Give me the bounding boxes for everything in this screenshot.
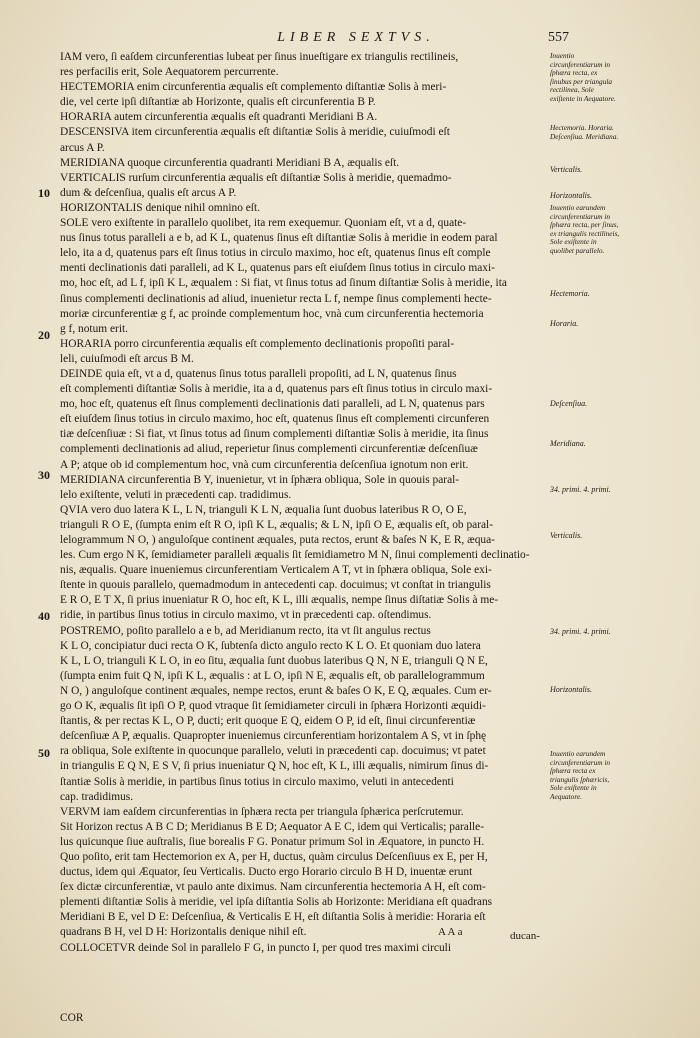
text-line: QVIA vero duo latera K L, L N, trianguli K L N, æqualia ſunt duobus lateribus R O, O E,: [60, 503, 467, 516]
text-line: HORARIA porro circunferentia æqualis eſt complemento declinationis propoſiti paral-: [60, 337, 455, 350]
side-note: Hectemoria. Horaria. Deſcenſiua. Meridiana.: [550, 123, 619, 141]
line-number: 30: [38, 468, 50, 482]
text-line: go O K, æqualis ſit ipſi O P, quod vtraque ſit ſemidiameter circuli in ſphæra Horizonti æquidi-: [60, 700, 486, 713]
text-line: ſtantiæ Solis à meridie, in partibus ſinus totius in circulo maximo, veluti in antecedenti: [60, 775, 454, 788]
text-line: quadrans B H, vel D H: Horizontalis denique nihil eſt.: [60, 926, 307, 939]
side-note: Deſcenſiua.: [550, 399, 588, 408]
text-line: die, vel certe ipſi diſtantiæ ab Horizonte, qualis eſt circunferentia B P.: [60, 96, 376, 109]
text-line: K L O, concipiatur duci recta O K, ſubtenſa dicto angulo recto K L O. Et quoniam duo latera: [60, 639, 481, 652]
side-note: Verticalis.: [550, 531, 583, 540]
side-note: Inuentio earundem circunferentiarum in ſphæra recta ex triangulis ſphæricis, Sole exiſtente in Aequatore.: [550, 749, 611, 801]
side-note: 34. primi. 4. primi.: [550, 485, 611, 494]
side-note: Verticalis.: [550, 165, 583, 174]
side-note: 34. primi. 4. primi.: [550, 627, 611, 636]
text-line: N O, ) anguloſque continent æquales, nempe rectos, erunt & baſes O K, E Q, æquales. Cum er-: [60, 684, 492, 697]
text-line: complementi declinationis ad aliud, reperietur ſinus complementi circunferentiæ deſcenſiuæ: [60, 443, 478, 456]
text-line: dum & deſcenſiua, qualis eſt arcus A P.: [60, 186, 237, 199]
text-line: POSTREMO, poſito parallelo a e b, ad Meridianum recto, ita vt ſit angulus rectus: [60, 624, 431, 637]
text-line: cap. tradidimus.: [60, 790, 134, 803]
text-line: plementi diſtantiæ Solis à meridie, vel ipſa diſtantia Solis ab Horizonte: Meridiana eſt quadrans: [60, 896, 493, 909]
signature-mark: A A a: [438, 926, 463, 938]
text-line: A P; atque ob id complementum hoc, vnà cum circunferentia deſcenſiua ignotum non erit.: [60, 458, 469, 471]
line-number: 50: [38, 746, 50, 760]
text-line: Sit Horizon rectus A B C D; Meridianus B E D; Aequator A E C, idem qui Verticalis; paralle-: [60, 820, 485, 833]
text-line: HORARIA autem circunferentia æqualis eſt quadranti Meridiani B A.: [60, 111, 378, 124]
text-line: HORIZONTALIS denique nihil omnino eſt.: [60, 201, 260, 214]
line-number: 10: [38, 186, 50, 200]
text-line: Quo poſito, erit tam Hectemorion ex A, per H, ductus, quàm circulus Deſcenſiuus ex E, per H,: [60, 850, 488, 863]
text-line: Meridiani B E, vel D E: Deſcenſiua, & Verticalis E H, eſt diſtantia Solis à meridie: Horaria eſt: [60, 911, 486, 924]
text-line: in triangulis E Q N, E S V, ſi prius inueniatur Q N, hoc eſt, K L, illi æqualis, nimirum ſinus di-: [60, 760, 489, 773]
text-line: MERIDIANA circunferentia B Y, inuenietur, vt in ſphæra obliqua, Sole in quouis paral-: [60, 473, 460, 486]
text-line: DESCENSIVA item circunferentia æqualis eſt diſtantiæ Solis à meridie, cuiuſmodi eſt: [60, 126, 450, 139]
text-line: mo, hoc eſt, quatenus eſt ſinus complementi declinationis dati paralleli, ad L N, quatenus pars: [60, 398, 485, 411]
text-line: deſcenſiuæ A P, æqualis. Quapropter inueniemus circunferentiam horizontalem A S, vt in ſphę: [60, 730, 487, 743]
text-line: leli, cuiuſmodi eſt arcus B M.: [60, 352, 194, 365]
text-line: ſtantis, & per rectas K L, O P, ducti; erit quoque E Q, eidem O P, id eſt, ſinui circunferentiæ: [60, 715, 476, 728]
text-line: ridie, in partibus ſinus totius in circulo maximo, vt in præcedenti cap. oſtendimus.: [60, 609, 432, 622]
text-line: moriæ circunferentiæ g f, ac proinde complementum hoc, vnà cum circunferentia hectemoria: [60, 307, 484, 320]
text-line: res perfacilis erit, Sole Aequatorem percurrente.: [60, 66, 279, 79]
text-line: (ſumpta enim fuit Q N, ipſi K L, æqualis : at L O, ipſi N E, æqualis eſt, ob parallelogrammum: [60, 669, 485, 682]
side-note: Horizontalis.: [550, 685, 593, 694]
text-line: nus ſinus totus paralleli a e b, ad K L, quatenus ſinus eſt diſtantiæ Solis à meridie in eodem paral: [60, 232, 498, 245]
text-line: les. Cum ergo N K, ſemidiameter paralleli æqualis ſit ſemidiametro M N, ſinui complementi declinatio-: [60, 549, 530, 562]
text-line: VERTICALIS rurſum circunferentia æqualis eſt diſtantiæ Solis à meridie, quemadmo-: [60, 171, 452, 184]
text-line: menti declinationis dati paralleli, ad K L, quatenus pars eſt eiuſdem ſinus totius in circulo maxi-: [60, 262, 495, 275]
text-line: lelogrammum N O, ) anguloſque continent æquales, puta rectos, erunt & baſes N K, E R, æqua-: [60, 534, 495, 546]
text-line: eſt eiuſdem ſinus totius in circulo maximo, hoc eſt, quatenus ſinus eſt complementi circunferen: [60, 413, 490, 426]
text-line: lus quicunque ſiue auſtralis, ſiue borealis F G. Ponatur primum Sol in Æquatore, in puncto H.: [60, 835, 485, 848]
text-line: trianguli R O E, (ſumpta enim eſt R O, ipſi K L, æqualis; & L N, ipſi O E, æqualis eſt, ob paral-: [60, 518, 493, 531]
text-line: tiæ deſcenſiuæ : Si fiat, vt ſinus totus ad ſinum complementi diſtantiæ Solis à meridie, ita ſinus: [60, 428, 489, 441]
main-text: [60, 50, 546, 956]
text-line: g f, notum erit.: [60, 322, 129, 335]
side-note: Inuentio circunferentiarum in ſphæra recta, ex ſinubus per triangula rectilinea, Sole exiſtente in Aequatore.: [550, 51, 616, 103]
text-line: HECTEMORIA enim circunferentia æqualis eſt complemento diſtantiæ Solis à meri-: [60, 81, 447, 94]
text-line: lelo exiſtente, veluti in præcedenti cap. tradidimus.: [60, 488, 292, 501]
text-line: eſt complementi diſtantiæ Solis à meridie, ita a d, quatenus pars eſt ſinus totius in circulo maxi-: [60, 383, 493, 396]
page-number: 557: [548, 30, 569, 45]
text-line: K L, L O, trianguli K L O, in eo ſitu, æqualia ſunt duobus lateribus Q N, N E, trianguli Q N E,: [60, 654, 488, 667]
text-line: arcus A P.: [60, 141, 105, 154]
line-number: 20: [38, 328, 50, 342]
text-line: ſex dictæ circunferentiæ, vt paulo ante diximus. Nam circunferentia hectemoria A H, eſt com-: [60, 881, 486, 894]
side-note: Horaria.: [550, 319, 579, 328]
text-line: ſinus complementi declinationis ad aliud, inuenietur recta L f, nempe ſinus complementi hecte-: [60, 292, 492, 305]
side-note: Horizontalis.: [550, 191, 593, 200]
text-line: E R O, E T X, ſi prius inueniatur R O, hoc eſt, K L, illi æqualis, nempe ſinus diſtatiæ Solis à me-: [60, 594, 499, 607]
footer-fragment: COR: [60, 1012, 84, 1024]
side-note: Inuentio earundem circunferentiarum in ſphæra recta, per ſinus, ex triangulis rectilineis, Sole exiſtente in quolibet parallelo.: [550, 203, 620, 255]
text-line: DEINDE quia eſt, vt a d, quatenus ſinus totus paralleli propoſiti, ad L N, quatenus ſinus: [60, 367, 457, 380]
text-line: SOLE vero exiſtente in parallelo quolibet, ita rem exequemur. Quoniam eſt, vt a d, quate-: [60, 217, 467, 230]
text-line: MERIDIANA quoque circunferentia quadranti Meridiani B A, æqualis eſt.: [60, 156, 400, 169]
text-line: COLLOCETVR deinde Sol in parallelo F G, in puncto I, per quod tres maximi circuli: [60, 941, 452, 954]
catchword: ducan-: [510, 930, 540, 942]
side-note: Meridiana.: [550, 439, 586, 448]
text-line: mo, hoc eſt, ad L f, ipſi K L, æqualem : Si fiat, vt ſinus totus ad ſinum diſtantiæ Solis à meridie, ita: [60, 277, 507, 290]
running-title: LIBER SEXTVS.: [277, 30, 435, 45]
text-line: lelo, ita a d, quatenus pars eſt ſinus totius in circulo maximo, hoc eſt, quatenus ſinus eſt comple: [60, 247, 491, 260]
text-line: IAM vero, ſi eaſdem circunferentias lubeat per ſinus inueſtigare ex triangulis rectilineis,: [60, 51, 459, 63]
text-line: ra obliqua, Sole exiſtente in quocunque parallelo, veluti in præcedenti cap. docuimus; vt patet: [60, 745, 486, 758]
line-number: 40: [38, 609, 50, 623]
text-line: ſtente in quouis parallelo, quemadmodum in antecedenti cap. docuimus; vt conſtat in triangulis: [60, 579, 491, 592]
text-line: ductus, idem qui Æquator, ſeu Verticalis. Ducto ergo Horario circulo B H D, inuentæ erunt: [60, 866, 473, 879]
side-note: Hectemoria.: [550, 289, 590, 298]
text-line: nis, æqualis. Quare inueniemus circunferentiam Verticalem A T, vt in ſphæra obliqua, Sole exi-: [60, 564, 492, 577]
text-line: VERVM iam eaſdem circunferentias in ſphæra recta per triangula ſphærica perſcrutemur.: [60, 805, 464, 818]
